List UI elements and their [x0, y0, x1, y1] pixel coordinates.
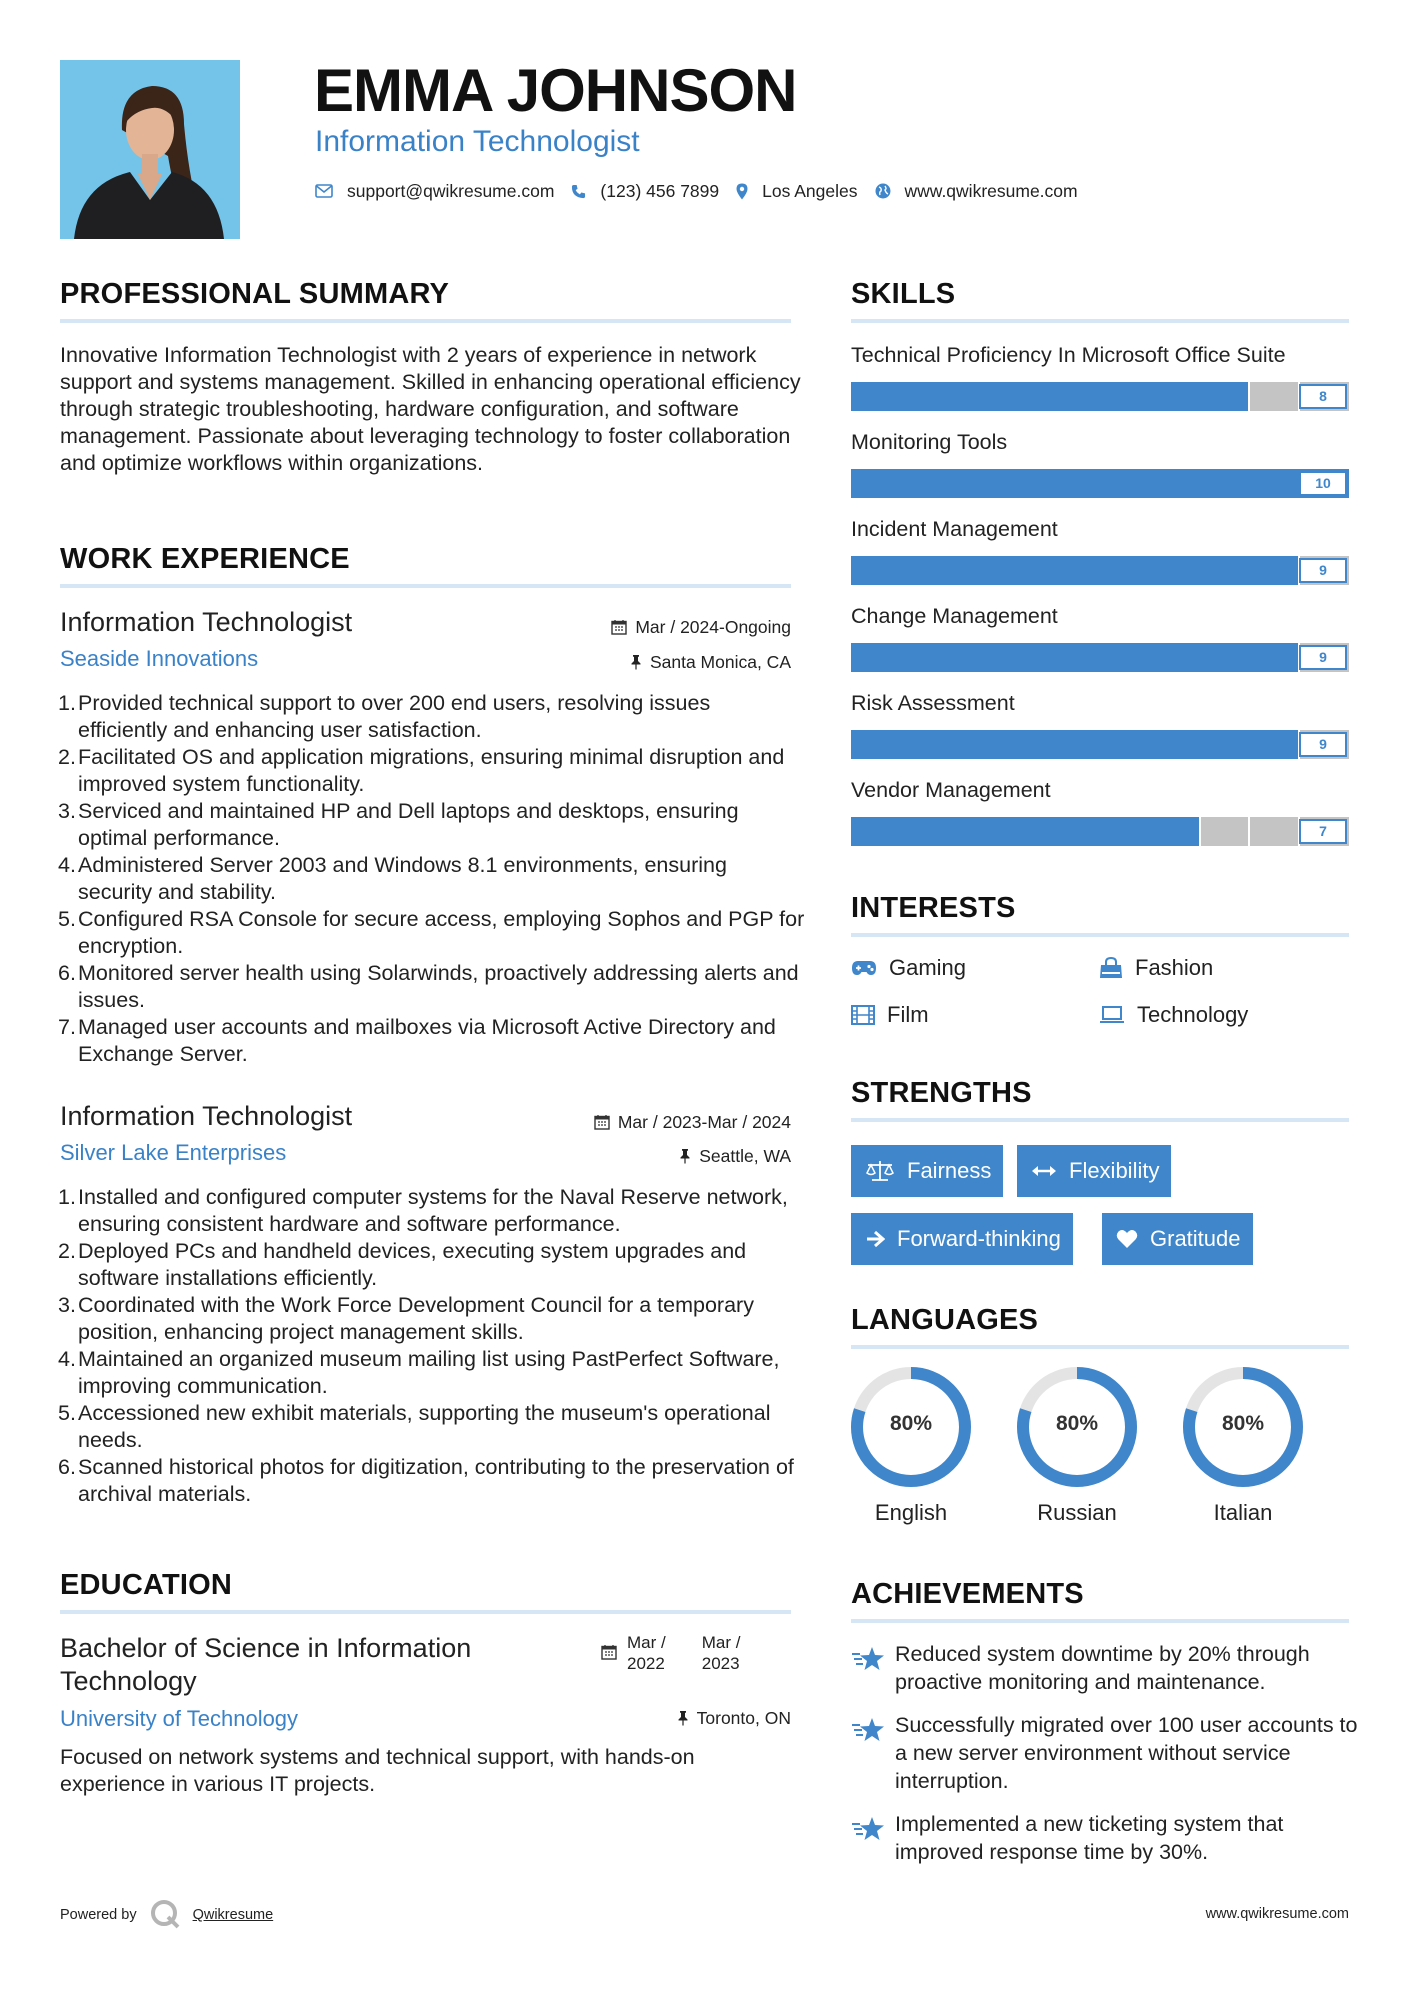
job-company[interactable]: Seaside Innovations: [60, 646, 259, 671]
contact-location: [736, 181, 857, 202]
language-percent: 80%: [889, 1412, 933, 1435]
list-item: 5. Configured RSA Console for secure access, employing Sophos and PGP for encryption.: [58, 907, 805, 958]
footer-website[interactable]: www.qwikresume.com: [1205, 1906, 1349, 1922]
calendar-icon: [594, 1114, 610, 1130]
contact-email[interactable]: [315, 181, 554, 202]
shopping-bag-icon: [1099, 957, 1123, 979]
job-dates-text: Mar / 2023-Mar / 2024: [617, 1112, 791, 1132]
contact-phone[interactable]: [571, 181, 719, 202]
strengths-heading: STRENGTHS: [851, 1077, 1032, 1109]
job-title: Information Technologist: [60, 1101, 353, 1131]
language-percent: 80%: [1055, 1412, 1099, 1435]
skill-bar-segment: [1248, 382, 1250, 411]
email-text: support@qwikresume.com: [347, 180, 555, 201]
achievement-item: Implemented a new ticketing system that improved response time by 30%.: [851, 1810, 1361, 1866]
pushpin-icon: [677, 1710, 689, 1726]
job-dates-text: Mar / 2024-Ongoing: [635, 617, 791, 637]
language-italian: [1182, 1366, 1304, 1526]
profile-photo: [60, 60, 240, 239]
degree-title: [60, 1632, 471, 1698]
education-dates: [601, 1632, 740, 1674]
language-ring: [1182, 1366, 1304, 1488]
language-ring: [1016, 1366, 1138, 1488]
globe-icon: [875, 183, 891, 199]
summary-divider: [60, 319, 791, 323]
summary-text: Innovative Information Technologist with 2 years of experience in network support and systems management. Skilled in enhancing operational efficiency through strategic troubleshooting, hardware configuration, and software management. Passionate about leveraging technology to foster collaboration and optimize workflows within organizations.: [60, 343, 801, 475]
languages-heading: LANGUAGES: [851, 1304, 1039, 1336]
skill-label: Vendor Management: [851, 778, 1051, 802]
skill-bar: [851, 643, 1349, 672]
skill-score: 9: [1299, 558, 1347, 583]
candidate-name: EMMA JOHNSON: [314, 57, 797, 124]
list-item: 1. Provided technical support to over 200 end users, resolving issues efficiently and enhancing user satisfaction.: [58, 691, 711, 742]
skills-heading: SKILLS: [851, 278, 956, 310]
location-text: Los Angeles: [762, 180, 858, 201]
list-item: 6. Scanned historical photos for digitization, contributing to the preservation of archival materials.: [58, 1455, 794, 1506]
pushpin-icon: [630, 654, 642, 670]
skill-bar-fill: [851, 382, 1249, 411]
list-item: 1. Installed and configured computer systems for the Naval Reserve network, ensuring consistent hardware and software performance.: [58, 1185, 788, 1236]
language-name: Italian: [1213, 1500, 1273, 1525]
interests-heading: INTERESTS: [851, 892, 1016, 924]
skill-label: Risk Assessment: [851, 691, 1015, 715]
languages-divider: [851, 1345, 1349, 1349]
list-item: 7. Managed user accounts and mailboxes via Microsoft Active Directory and Exchange Server.: [58, 1015, 776, 1066]
pushpin-icon: [679, 1148, 691, 1164]
language-ring: [850, 1366, 972, 1488]
strength-fairness: Fairness: [851, 1145, 1003, 1197]
skill-label: Monitoring Tools: [851, 430, 1008, 454]
skill-bar: [851, 382, 1349, 411]
qwikresume-logo-icon: [149, 1898, 183, 1932]
skill-score: 9: [1299, 732, 1347, 757]
education-divider: [60, 1610, 791, 1614]
arrows-horizontal-icon: [1031, 1164, 1057, 1178]
star-achievement-icon: [851, 1646, 885, 1672]
education-end: Mar / 2023: [701, 1633, 741, 1673]
skill-bar-segment: [1199, 817, 1201, 846]
skill-label: Change Management: [851, 604, 1058, 628]
job-location: [679, 1145, 791, 1167]
gamepad-icon: [851, 960, 877, 976]
education-location: Toronto, ON: [677, 1707, 791, 1729]
job-dates: [594, 1111, 791, 1133]
arrow-right-icon: [865, 1229, 885, 1249]
skill-score: 9: [1299, 645, 1347, 670]
calendar-icon: [611, 619, 627, 635]
list-item: 3. Serviced and maintained HP and Dell laptops and desktops, ensuring optimal performance.: [58, 799, 739, 850]
job-bullets: [60, 690, 805, 1068]
phone-text: (123) 456 7899: [600, 180, 720, 201]
list-item: 3. Coordinated with the Work Force Development Council for a temporary position, enhancing project management skills.: [58, 1293, 754, 1344]
language-name: English: [874, 1500, 948, 1525]
envelope-icon: [315, 184, 333, 198]
list-item: 2. Deployed PCs and handheld devices, executing system upgrades and software installations efficiently.: [58, 1239, 747, 1290]
list-item: 5. Accessioned new exhibit materials, supporting the museum's operational needs.: [58, 1401, 771, 1452]
interest-gaming: Gaming: [851, 954, 966, 982]
skill-bar-fill: [851, 730, 1299, 759]
language-russian: [1016, 1366, 1138, 1526]
language-percent: 80%: [1221, 1412, 1265, 1435]
skill-bar-fill: [851, 556, 1299, 585]
degree-line-2: Technology: [60, 1666, 197, 1696]
job-location-text: Santa Monica, CA: [649, 652, 791, 672]
summary-heading: PROFESSIONAL SUMMARY: [60, 278, 450, 310]
interest-film: Film: [851, 1001, 929, 1029]
skill-bar-fill: [851, 469, 1349, 498]
achievement-item: Successfully migrated over 100 user accounts to a new server environment without service interruption.: [851, 1711, 1361, 1795]
strength-flexibility: Flexibility: [1017, 1145, 1171, 1197]
achievement-item: Reduced system downtime by 20% through proactive monitoring and maintenance.: [851, 1640, 1361, 1696]
list-item: 4. Administered Server 2003 and Windows 8.1 environments, ensuring security and stability.: [58, 853, 727, 904]
skill-label: Technical Proficiency In Microsoft Office Suite: [851, 343, 1286, 367]
film-icon: [851, 1005, 875, 1025]
interest-technology: Technology: [1099, 1001, 1248, 1029]
achievements-heading: ACHIEVEMENTS: [851, 1578, 1084, 1610]
phone-icon: [571, 184, 586, 199]
calendar-icon: [601, 1644, 617, 1660]
job-bullets: [60, 1184, 805, 1508]
skill-bar: [851, 730, 1349, 759]
skill-bar: [851, 469, 1349, 498]
skill-score: 7: [1299, 819, 1347, 844]
skill-bar-fill: [851, 817, 1200, 846]
qwikresume-link[interactable]: Qwikresume: [192, 1907, 274, 1923]
list-item: 2. Facilitated OS and application migrations, ensuring minimal disruption and improved system functionality.: [58, 745, 785, 796]
interest-fashion: Fashion: [1099, 954, 1213, 982]
list-item: 4. Maintained an organized museum mailing list using PastPerfect Software, improving communication.: [58, 1347, 780, 1398]
star-achievement-icon: [851, 1816, 885, 1842]
skill-score: 8: [1299, 384, 1347, 409]
laptop-icon: [1099, 1006, 1125, 1024]
school-name[interactable]: University of Technology: [60, 1706, 299, 1731]
language-name: Russian: [1037, 1500, 1117, 1525]
strength-gratitude: Gratitude: [1102, 1213, 1253, 1265]
candidate-title: Information Technologist: [315, 125, 640, 158]
powered-by: Powered by Qwikresume: [60, 1898, 273, 1932]
strengths-divider: [851, 1118, 1349, 1122]
language-english: [850, 1366, 972, 1526]
job-location-text: Seattle, WA: [699, 1146, 791, 1166]
skill-score: 10: [1299, 471, 1347, 496]
education-description: Focused on network systems and technical support, with hands-on experience in various IT projects.: [60, 1745, 695, 1796]
skills-divider: [851, 319, 1349, 323]
skill-bar: [851, 556, 1349, 585]
skill-bar: [851, 817, 1349, 846]
job-dates: [611, 616, 791, 638]
degree-line-1: Bachelor of Science in Information: [60, 1633, 472, 1663]
skill-bar-fill: [851, 643, 1299, 672]
education-heading: EDUCATION: [60, 1569, 233, 1601]
achievements-divider: [851, 1619, 1349, 1623]
strength-forward-thinking: Forward-thinking: [851, 1213, 1073, 1265]
skill-bar-segment: [1248, 817, 1250, 846]
interests-divider: [851, 933, 1349, 937]
contact-bar: [315, 178, 1095, 204]
job-title: Information Technologist: [60, 607, 353, 637]
heart-icon: [1116, 1229, 1138, 1249]
list-item: 6. Monitored server health using Solarwinds, proactively addressing alerts and issues.: [58, 961, 799, 1012]
skill-label: Incident Management: [851, 517, 1058, 541]
website-text: www.qwikresume.com: [904, 180, 1078, 201]
job-location: [630, 651, 791, 673]
job-company[interactable]: Silver Lake Enterprises: [60, 1140, 287, 1165]
star-achievement-icon: [851, 1717, 885, 1743]
contact-website[interactable]: [875, 181, 1078, 202]
map-marker-icon: [736, 183, 748, 200]
balance-scale-icon: [865, 1160, 895, 1182]
experience-divider: [60, 584, 791, 588]
experience-heading: WORK EXPERIENCE: [60, 543, 350, 575]
education-start: Mar / 2022: [627, 1633, 666, 1673]
